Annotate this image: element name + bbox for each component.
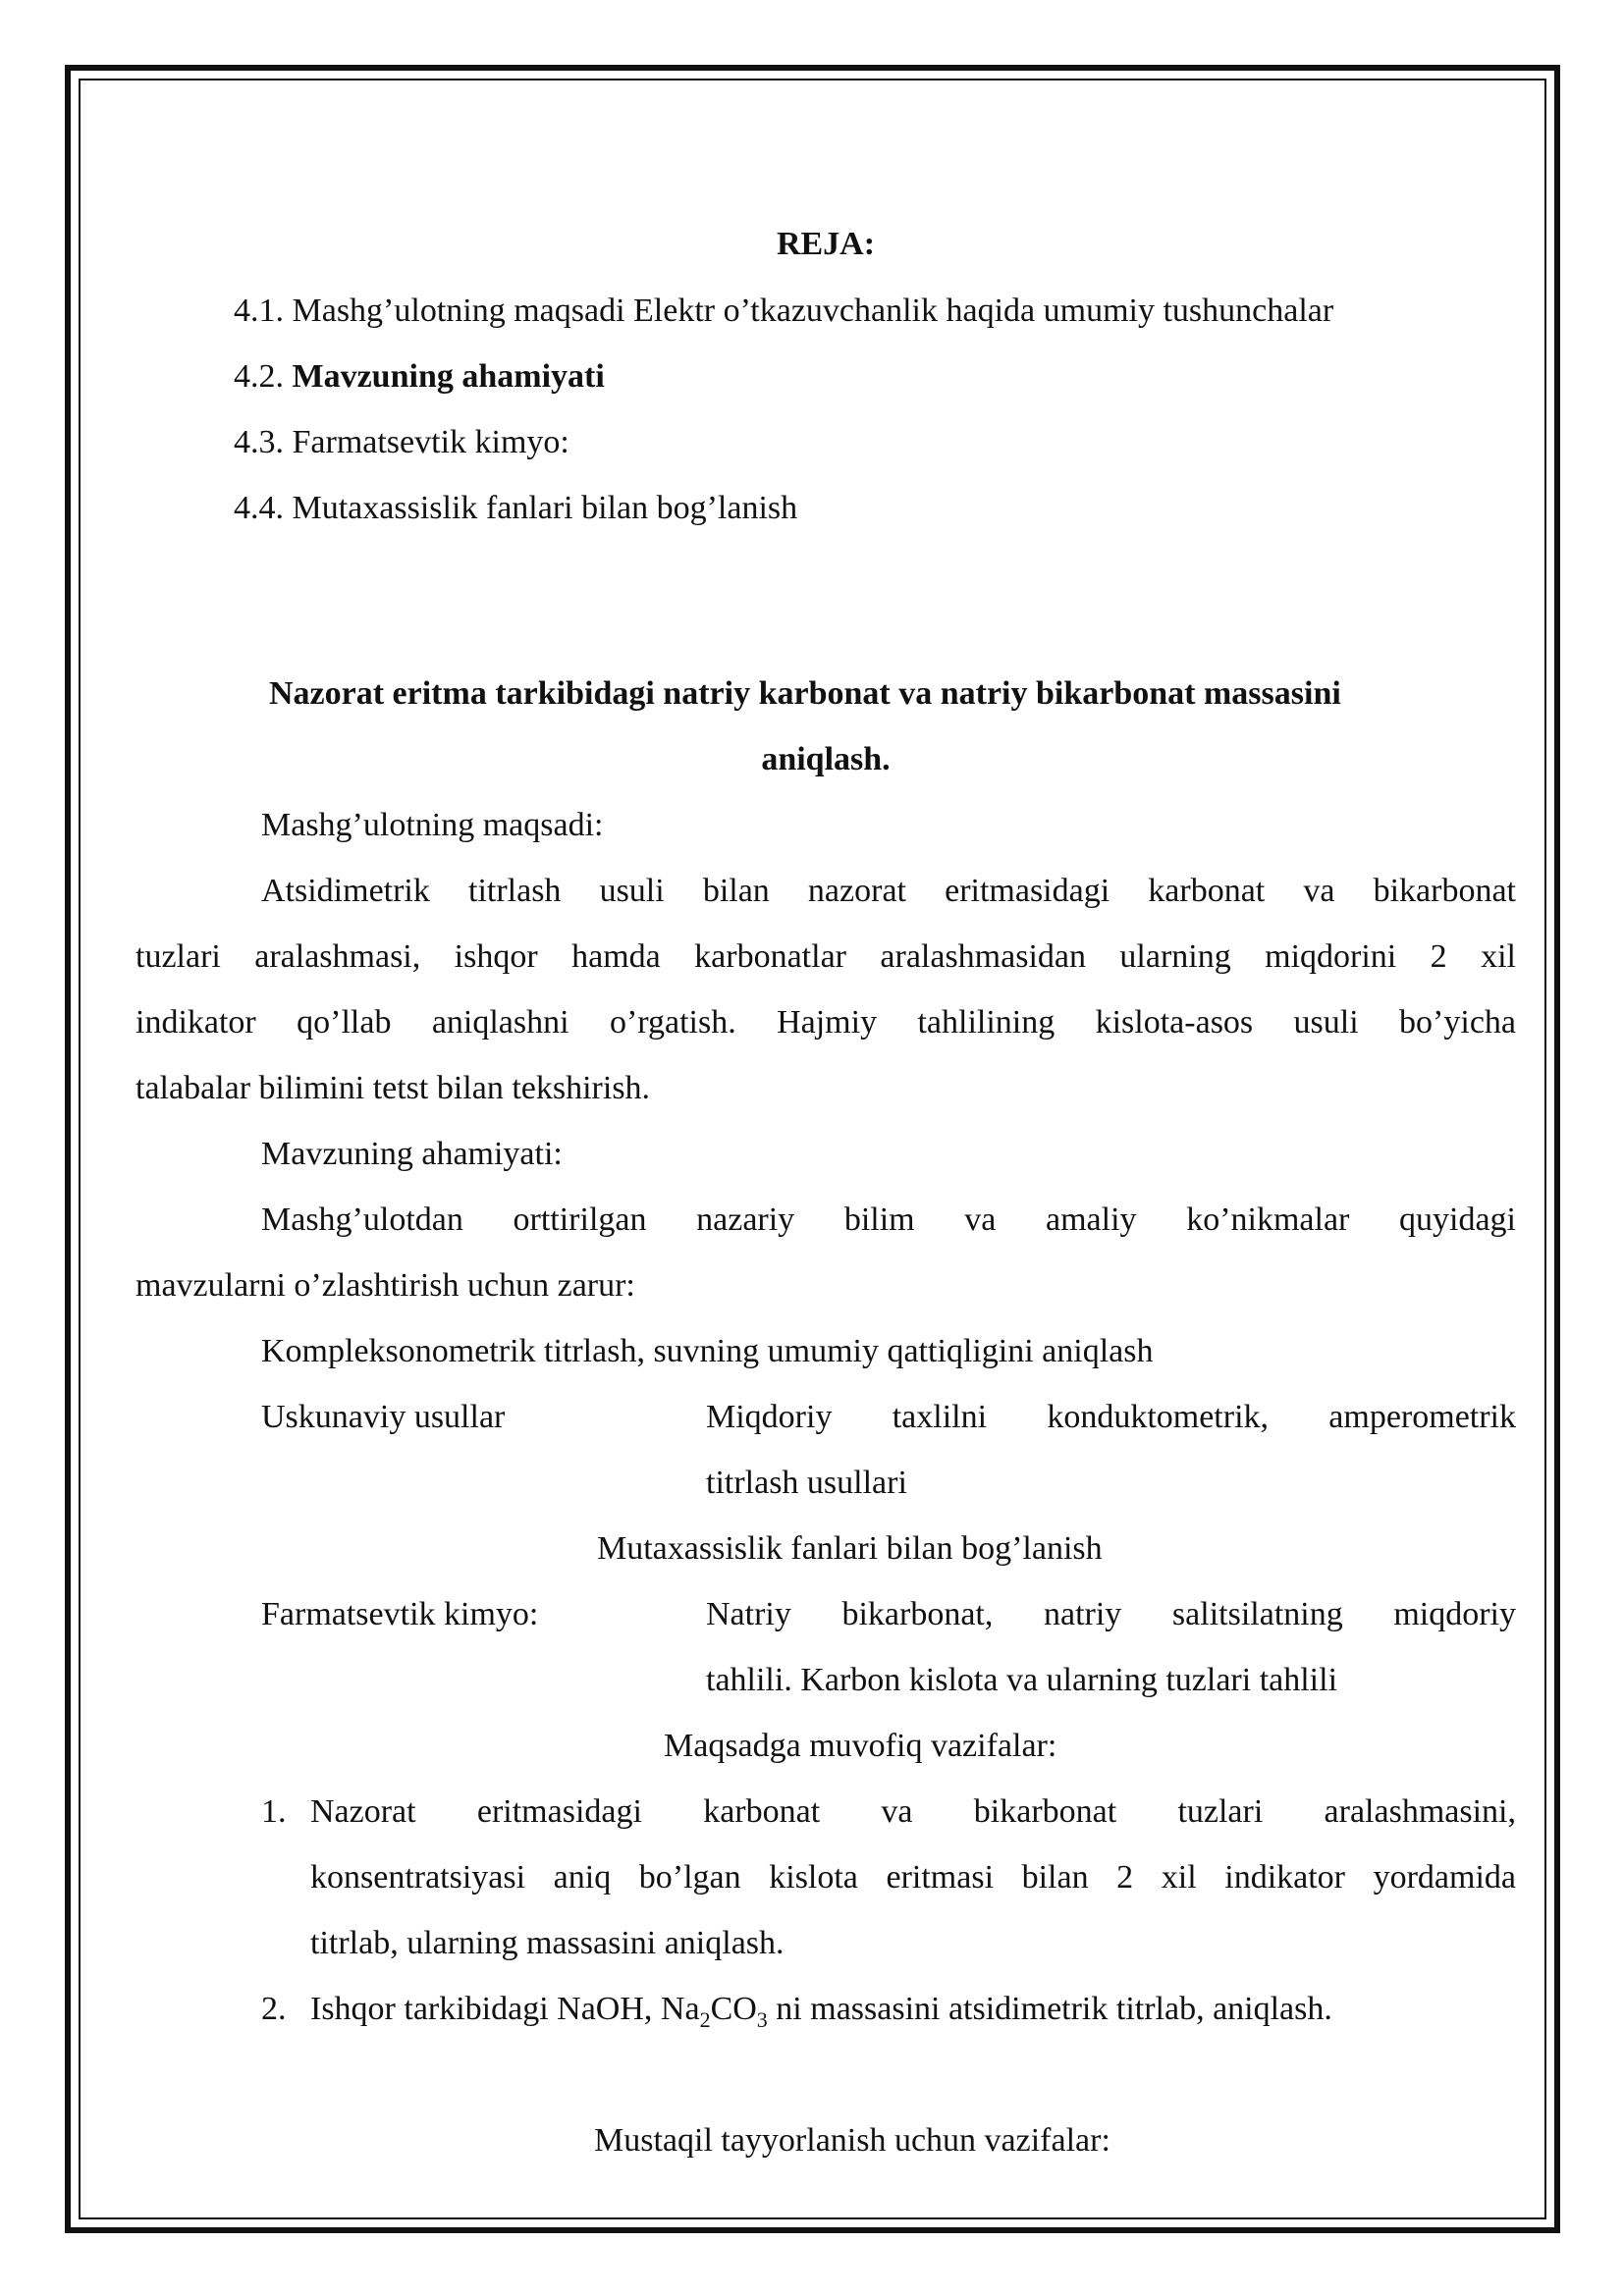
pharma-chem-text-1: Natriy bikarbonat, natriy salitsilatning miqdoriy <box>706 1596 1516 1632</box>
links-heading: Mutaxassislik fanlari bilan bog’lanish <box>597 1530 1103 1567</box>
tasks-heading: Maqsadga muvofiq vazifalar: <box>664 1728 1057 1764</box>
plan-item-4 <box>234 475 797 541</box>
plan-item-2 <box>234 344 605 409</box>
plan-item-number: 4.3. <box>234 424 284 460</box>
task-1-line-1: Nazorat eritmasidagi karbonat va bikarbonat tuzlari aralashmasini, <box>310 1793 1516 1830</box>
task-2-sub-1: 2 <box>699 2006 711 2032</box>
plan-title: REJA: <box>776 226 876 262</box>
plan-item-text: Mavzuning ahamiyati <box>292 358 605 395</box>
plan-item-text: Mutaxassislik fanlari bilan bog’lanish <box>292 490 798 526</box>
plan-item-number: 4.4. <box>234 490 284 526</box>
plan-item-1 <box>234 278 1333 344</box>
plan-item-number: 4.1. <box>234 293 284 329</box>
importance-heading: Mavzuning ahamiyati: <box>261 1136 563 1172</box>
self-study-heading: Mustaqil tayyorlanish uchun vazifalar: <box>594 2122 1110 2159</box>
pharma-chem-label: Farmatsevtik kimyo: <box>261 1596 539 1632</box>
pharma-chem-text-2: tahlili. Karbon kislota va ularning tuzlari tahlili <box>706 1662 1338 1698</box>
goal-line-4: talabalar bilimini tetst bilan tekshirish. <box>135 1070 651 1106</box>
instrumental-methods-label: Uskunaviy usullar <box>261 1399 506 1435</box>
task-2-text-c: ni massasini atsidimetrik titrlab, aniqlash. <box>767 1991 1332 2027</box>
task-1-line-3: titrlab, ularning massasini aniqlash. <box>310 1925 785 1961</box>
plan-item-number: 4.2. <box>234 358 284 395</box>
plan-item-3 <box>234 409 569 475</box>
importance-line-1: Mashg’ulotdan orttirilgan nazariy bilim va amaliy ko’nikmalar quyidagi <box>261 1201 1516 1238</box>
task-1-number: 1. <box>261 1793 287 1830</box>
plan-item-text: Mashg’ulotning maqsadi Elektr o’tkazuvchanlik haqida umumiy tushunchalar <box>292 293 1334 329</box>
task-2-sub-2: 3 <box>756 2006 768 2032</box>
task-2-number: 2. <box>261 1991 287 2027</box>
goal-line-1: Atsidimetrik titrlash usuli bilan nazorat eritmasidagi karbonat va bikarbonat <box>261 873 1516 909</box>
task-2-text-a: Ishqor tarkibidagi NaOH, Na <box>310 1991 700 2027</box>
plan-item-text: Farmatsevtik kimyo: <box>292 424 569 460</box>
instrumental-methods-text-2: titrlash usullari <box>706 1465 907 1501</box>
importance-line-3: Kompleksonometrik titrlash, suvning umumiy qattiqligini aniqlash <box>261 1333 1154 1369</box>
instrumental-methods-text-1: Miqdoriy taxlilni konduktometrik, amperometrik <box>706 1399 1516 1435</box>
goal-heading: Mashg’ulotning maqsadi: <box>261 807 604 843</box>
importance-line-2: mavzularni o’zlashtirish uchun zarur: <box>135 1267 635 1304</box>
goal-line-3: indikator qo’llab aniqlashni o’rgatish. Hajmiy tahlilining kislota-asos usuli bo’yicha <box>135 1004 1516 1041</box>
task-2-text-b: CO <box>710 1991 757 2027</box>
topic-title-line-1: Nazorat eritma tarkibidagi natriy karbonat va natriy bikarbonat massasini <box>269 675 1341 712</box>
task-1-line-2: konsentratsiyasi aniq bo’lgan kislota eritmasi bilan 2 xil indikator yordamida <box>310 1859 1516 1896</box>
topic-title-line-2: aniqlash. <box>761 741 891 777</box>
task-2-text <box>310 1976 1332 2042</box>
goal-line-2: tuzlari aralashmasi, ishqor hamda karbonatlar aralashmasidan ularning miqdorini 2 xil <box>135 938 1516 975</box>
